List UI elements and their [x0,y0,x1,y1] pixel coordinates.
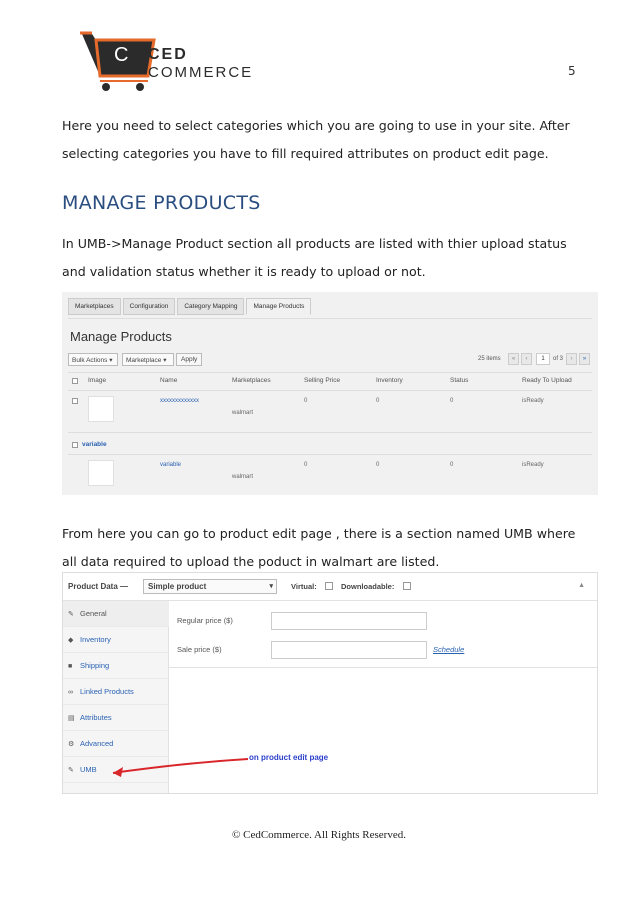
row-checkbox[interactable] [72,398,78,404]
next-page-button[interactable]: › [566,353,577,365]
ready-value: isReady [522,462,544,468]
bulk-actions-label: Bulk Actions [72,357,108,364]
sidebar-item-label: Inventory [80,635,111,644]
logo-text-ced: CED [148,46,188,63]
logo-text-commerce: COMMERCE [148,64,254,81]
downloadable-checkbox[interactable] [403,582,411,590]
tab-bar [68,298,311,315]
logo [78,24,268,94]
regular-price-input[interactable] [271,612,427,630]
sidebar-item-label: UMB [80,765,97,774]
text-line: In UMB->Manage Product section all products are listed with thier upload status [62,236,567,251]
annotation-arrow-icon [103,753,253,781]
product-thumbnail [88,460,114,486]
gear-icon: ⚙ [68,741,75,748]
sidebar-item-shipping[interactable] [63,653,169,679]
column-header[interactable]: Name [160,377,178,384]
apply-button[interactable]: Apply [176,353,202,366]
status-value: 0 [450,462,454,468]
section-heading: MANAGE PRODUCTS [62,192,261,214]
tab-configuration[interactable]: Configuration [123,298,176,315]
inventory-value: 0 [376,462,380,468]
manage-paragraph [62,230,592,286]
status-value: 0 [450,398,454,404]
marketplace-value: walmart [232,410,254,416]
sidebar-item-label: Attributes [80,713,112,722]
text-line: and validation status whether it is ready to upload or not. [62,264,426,279]
price-value: 0 [304,398,308,404]
text-line: selecting categories you have to fill required attributes on product edit page. [62,146,549,161]
tab-marketplaces[interactable]: Marketplaces [68,298,121,315]
sidebar-item-label: Linked Products [80,687,134,696]
column-header: Inventory [376,377,403,384]
chevron-down-icon: ▾ [269,583,273,590]
virtual-label: Virtual: [291,582,317,591]
collapse-icon[interactable]: ▲ [578,582,585,589]
sidebar-item-general[interactable] [63,601,169,627]
price-value: 0 [304,462,308,468]
intro-paragraph [62,112,592,168]
virtual-checkbox[interactable] [325,582,333,590]
page-of-label: of 3 [553,356,564,362]
product-name-link[interactable]: variable [160,462,182,468]
sidebar-item-inventory[interactable] [63,627,169,653]
text-line: Here you need to select categories which you are going to use in your site. After [62,118,570,133]
column-header: Ready To Upload [522,377,572,384]
product-type-value: Simple product [148,582,207,591]
list-icon: ▤ [68,715,75,722]
regular-price-label: Regular price ($) [177,616,233,625]
text-line: From here you can go to product edit page , there is a section named UMB where [62,526,576,541]
group-checkbox[interactable] [72,442,78,448]
sale-price-label: Sale price ($) [177,645,222,654]
product-thumbnail [88,396,114,422]
sidebar-item-label: Advanced [80,739,114,748]
column-header: Status [450,377,469,384]
edit-paragraph [62,520,592,576]
page-title: Manage Products [70,329,172,344]
product-type-select[interactable] [143,579,277,594]
column-header: Image [88,377,107,384]
schedule-link[interactable]: Schedule [433,645,465,654]
product-data-screenshot [62,572,598,794]
marketplace-value: walmart [232,474,254,480]
column-header: Marketplaces [232,377,271,384]
truck-icon: ■ [68,663,73,670]
tab-category-mapping[interactable]: Category Mapping [177,298,244,315]
inventory-value: 0 [376,398,380,404]
items-count: 25 items [478,356,501,362]
group-link[interactable]: variable [82,441,107,448]
page-number-input[interactable]: 1 [536,353,550,365]
text-line: all data required to upload the poduct in walmart are listed. [62,554,440,569]
ready-value: isReady [522,398,544,404]
marketplace-label: Marketplace [126,357,162,364]
product-data-header [63,573,597,601]
link-icon: ∞ [68,689,73,696]
column-header: Selling Price [304,377,341,384]
bulk-actions-select[interactable] [68,353,118,366]
downloadable-label: Downloadable: [341,582,395,591]
sidebar-item-label: General [80,609,107,618]
footer-copyright: © CedCommerce. All Rights Reserved. [232,829,406,841]
chevron-down-icon: ▾ [163,357,167,364]
sidebar-item-linked-products[interactable] [63,679,169,705]
last-page-button[interactable]: » [579,353,590,365]
sidebar-item-label: Shipping [80,661,110,670]
logo-letter: C [114,44,129,66]
page-number: 5 [568,64,576,78]
tab-manage-products[interactable]: Manage Products [246,298,311,315]
marketplace-select[interactable] [122,353,174,366]
tag-icon: ◆ [68,637,74,644]
annotation-text: on product edit page [249,753,329,762]
chevron-down-icon: ▾ [109,357,113,364]
select-all-checkbox[interactable] [72,378,78,384]
sale-price-input[interactable] [271,641,427,659]
sidebar-item-attributes[interactable] [63,705,169,731]
first-page-button[interactable]: « [508,353,519,365]
prev-page-button[interactable]: ‹ [521,353,532,365]
wrench-icon: ✎ [68,611,74,618]
product-data-label: Product Data — [68,582,129,591]
wrench-icon: ✎ [68,767,74,774]
manage-products-screenshot [62,292,598,495]
product-name-link[interactable]: xxxxxxxxxxxxx [160,398,199,404]
